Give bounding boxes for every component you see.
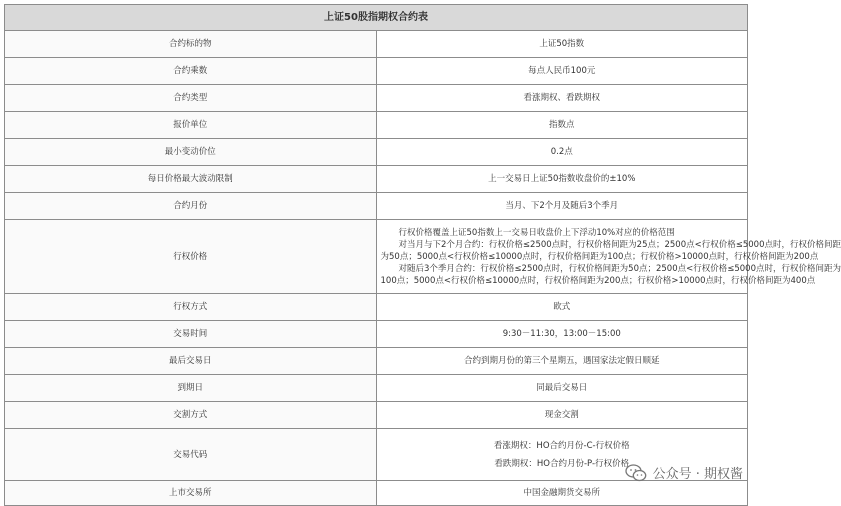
row-value: 0.2点 <box>376 139 748 166</box>
row-value: 中国金融期货交易所 <box>376 481 748 506</box>
table-row <box>5 85 748 112</box>
row-label: 行权方式 <box>5 294 377 321</box>
row-label: 交易时间 <box>5 321 377 348</box>
table-row <box>5 193 748 220</box>
watermark <box>625 463 743 482</box>
row-label: 交易代码 <box>5 429 377 481</box>
table-row <box>5 112 748 139</box>
row-label: 每日价格最大波动限制 <box>5 166 377 193</box>
strike-line: 为50点；5000点<行权价格≤10000点时，行权价格间距为100点；行权价格>10000点时，行权价格间距为200点 <box>380 251 819 262</box>
table-row <box>5 139 748 166</box>
table-row <box>5 321 748 348</box>
table-row <box>5 31 748 58</box>
wechat-icon <box>625 464 647 482</box>
row-label: 到期日 <box>5 375 377 402</box>
row-label: 合约类型 <box>5 85 377 112</box>
table-row <box>5 294 748 321</box>
strike-line: 对当月与下2个月合约：行权价格≤2500点时，行权价格间距为25点；2500点<行权价格≤5000点时，行权价格间距 <box>398 239 841 250</box>
row-label: 交割方式 <box>5 402 377 429</box>
row-label: 合约标的物 <box>5 31 377 58</box>
row-value: 同最后交易日 <box>376 375 748 402</box>
table-row <box>5 58 748 85</box>
call-code: 看涨期权：HO合约月份-C-行权价格 <box>493 440 630 451</box>
table-row <box>5 402 748 429</box>
row-label: 上市交易所 <box>5 481 377 506</box>
row-value: 指数点 <box>376 112 748 139</box>
strike-line: 100点；5000点<行权价格≤10000点时，行权价格间距为200点；行权价格>10000点时，行权价格间距为400点 <box>380 275 816 286</box>
table-row <box>5 375 748 402</box>
row-value: 欧式 <box>376 294 748 321</box>
table-row-strike <box>5 220 748 294</box>
row-value: 合约到期月份的第三个星期五，遇国家法定假日顺延 <box>376 348 748 375</box>
table-row <box>5 348 748 375</box>
row-label: 最小变动价位 <box>5 139 377 166</box>
row-label: 合约乘数 <box>5 58 377 85</box>
row-value: 9:30－11:30，13:00－15:00 <box>376 321 748 348</box>
row-value: 上一交易日上证50指数收盘价的±10% <box>376 166 748 193</box>
put-code: 看跌期权：HO合约月份-P-行权价格 <box>494 458 630 469</box>
table-title: 上证50股指期权合约表 <box>5 5 748 31</box>
row-label: 行权价格 <box>5 220 377 294</box>
row-value: 每点人民币100元 <box>376 58 748 85</box>
table-row <box>5 481 748 506</box>
strike-line: 行权价格覆盖上证50指数上一交易日收盘价上下浮动10%对应的价格范围 <box>398 227 675 238</box>
row-value: 看涨期权、看跌期权 <box>376 85 748 112</box>
contract-spec-table <box>4 4 841 506</box>
row-label: 合约月份 <box>5 193 377 220</box>
row-value: 现金交割 <box>376 402 748 429</box>
strike-line: 对随后3个季月合约：行权价格≤2500点时，行权价格间距为50点；2500点<行权价格≤5000点时，行权价格间距为 <box>398 263 841 274</box>
row-value: 当月、下2个月及随后3个季月 <box>376 193 748 220</box>
table-row <box>5 166 748 193</box>
row-value: 上证50指数 <box>376 31 748 58</box>
row-label: 报价单位 <box>5 112 377 139</box>
strike-price-rules <box>376 220 841 294</box>
row-label: 最后交易日 <box>5 348 377 375</box>
watermark-text: 公众号 · 期权酱 <box>652 467 743 482</box>
